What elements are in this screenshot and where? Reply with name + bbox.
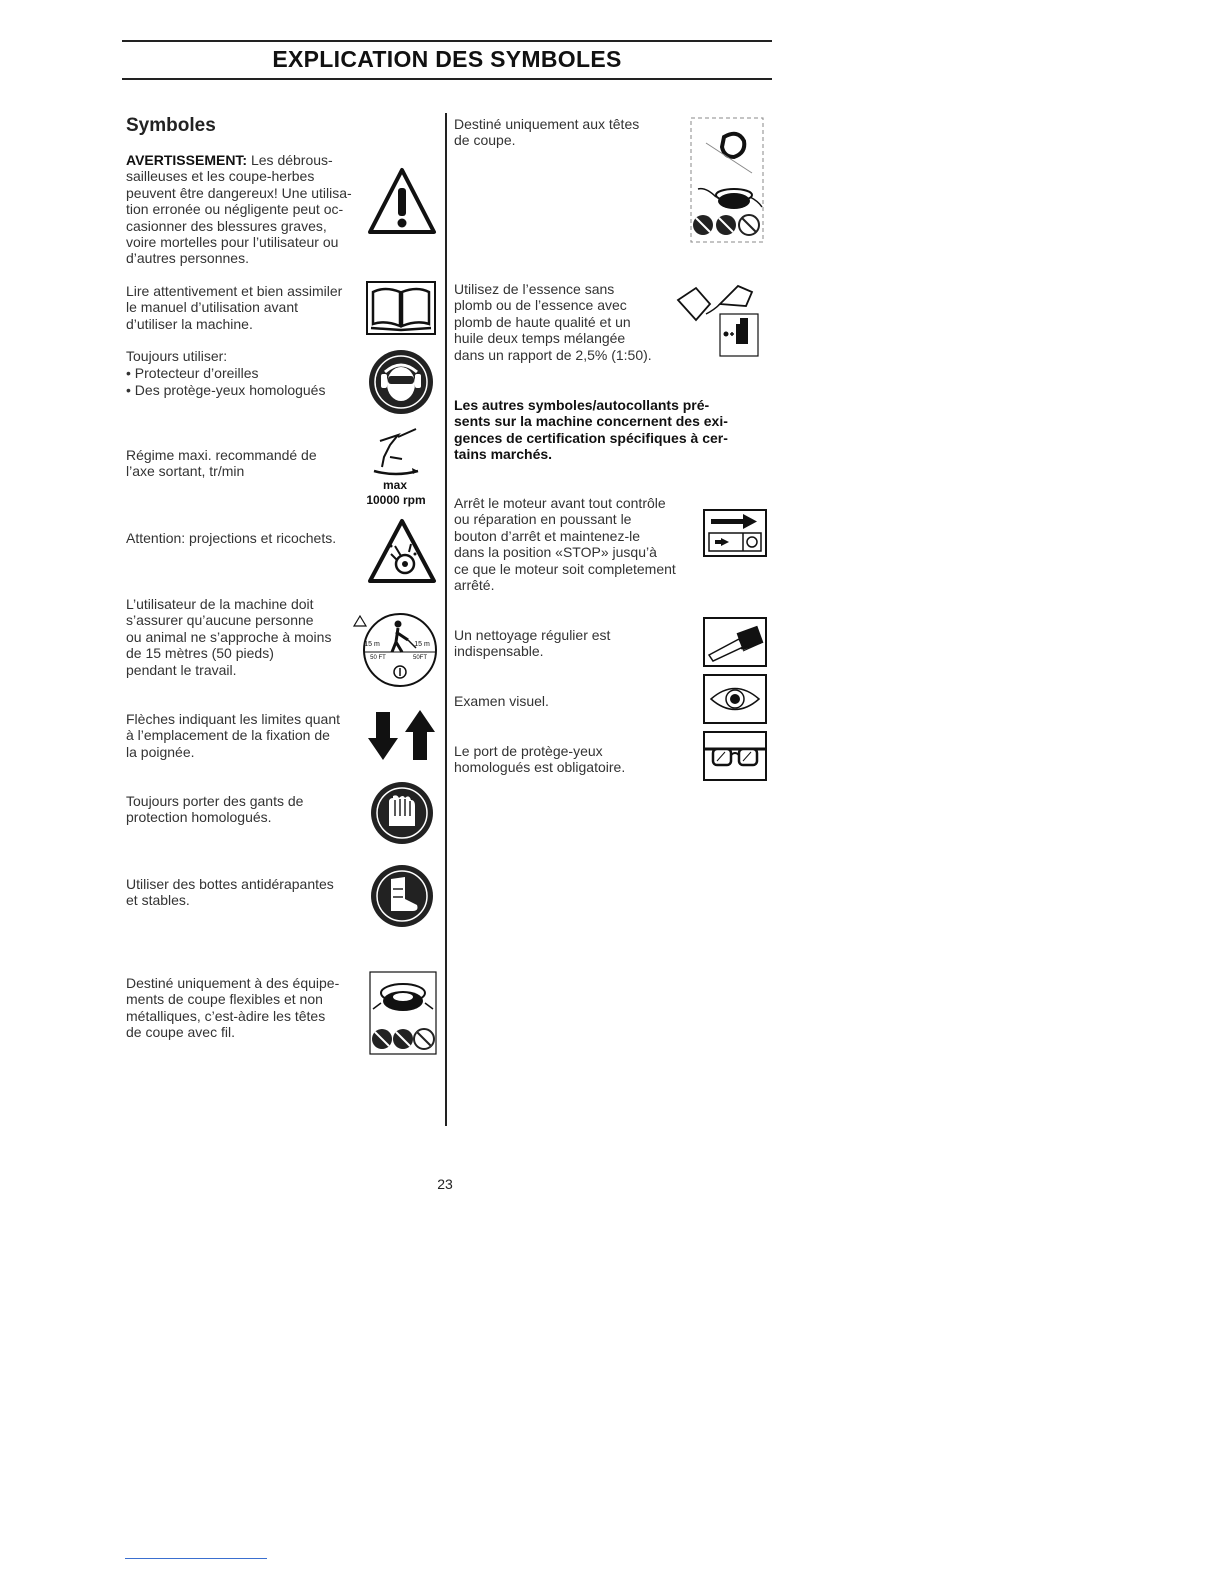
eye-inspection-icon [703, 674, 767, 724]
rpm-label: 10000 rpm [366, 493, 426, 507]
distance-ft-right: 50FT [412, 655, 427, 661]
visual-text: Examen visuel. [454, 693, 549, 709]
fuel-text: Utilisez de l’essence sans plomb ou de l’essence avec plomb de haute qualité et un huile deux temps mélangée dans un rapport de 2,5% (1:50). [454, 281, 652, 363]
max-label: max [382, 478, 408, 492]
projections-text: Attention: projections et ricochets. [126, 530, 337, 546]
boots-icon [369, 863, 435, 929]
cutting-head-icon [690, 117, 764, 243]
distance-label-right: 15 m [414, 641, 430, 648]
manual-text: Lire attentivement et bien assimiler le manuel d’utilisation avant d’utiliser la machine. [126, 283, 343, 332]
distance-ft-left: 50 FT [370, 655, 386, 661]
cleaning-text: Un nettoyage régulier est indispensable. [454, 627, 611, 660]
projection-warning-icon [367, 518, 437, 584]
section-heading: Symboles [126, 115, 216, 136]
stop-text: Arrêt le moteur avant tout contrôle ou réparation en poussant le bouton d’arrêt et maintenez-le dans la position «STOP» jusqu’à ce que le moteur soit completement arrêté. [454, 495, 676, 594]
footer-link-rule [125, 1558, 267, 1559]
gloves-icon [369, 780, 435, 846]
stop-switch-icon [703, 509, 767, 557]
boots-text: Utiliser des bottes antidérapantes et stables. [126, 876, 334, 909]
arrows-text: Flèches indiquant les limites quant à l’emplacement de la fixation de la poignée. [126, 711, 341, 760]
distance-text: L’utilisateur de la machine doit s’assurer qu’aucune personne ou animal ne s’approche à moins de 15 mètres (50 pieds) pendant le travail. [126, 596, 332, 678]
goggles-text: Le port de protège-yeux homologués est obligatoire. [454, 743, 626, 776]
column-divider [445, 113, 447, 1126]
safety-distance-icon [352, 612, 438, 688]
trimmer-head-only-icon [369, 971, 437, 1055]
fuel-mix-icon [676, 280, 762, 360]
other-symbols-note: Les autres symboles/autocollants pré- sents sur la machine concernent des exi- gences de certification spécifiques à cer- tains marchés. [454, 397, 728, 463]
head-protection-icon [367, 348, 435, 416]
title-underline [122, 78, 772, 80]
handle-limit-arrows-icon [368, 708, 440, 762]
gloves-text: Toujours porter des gants de protection homologués. [126, 793, 304, 826]
speed-text: Régime maxi. recommandé de l’axe sortant, tr/min [126, 447, 317, 480]
warning-text [126, 152, 371, 267]
page-title: EXPLICATION DES SYMBOLES [272, 46, 622, 72]
ear-protection-label: Protecteur d’oreilles [134, 365, 259, 381]
warning-body: Les débrous- sailleuses et les coupe-herbes peuvent être dangereux! Une utilisa- tion erronée ou négligente peut oc- casionner des blessures graves, voire mortelles pour l’utilisateur ou d’autres personnes. [126, 152, 352, 267]
page-number: 23 [437, 1176, 453, 1192]
always-use-item: • Des protège-yeux homologués [126, 382, 326, 398]
warning-triangle-icon [367, 166, 437, 236]
always-use-intro: Toujours utiliser: [126, 348, 228, 364]
brush-cleaning-icon [703, 617, 767, 667]
warning-label: AVERTISSEMENT: [126, 152, 248, 168]
max-speed-icon [368, 427, 424, 477]
heads-only-text: Destiné uniquement aux têtes de coupe. [454, 116, 640, 149]
top-rule [122, 40, 772, 42]
eye-protection-label: Des protège-yeux homologués [134, 382, 326, 398]
safety-glasses-icon [703, 731, 767, 781]
open-book-icon [365, 280, 437, 336]
distance-label-left: 15 m [364, 641, 380, 648]
flexible-text: Destiné uniquement à des équipe- ments de coupe flexibles et non métalliques, c’est-àdire les têtes de coupe avec fil. [126, 975, 340, 1041]
always-use-item: • Protecteur d’oreilles [126, 365, 259, 381]
